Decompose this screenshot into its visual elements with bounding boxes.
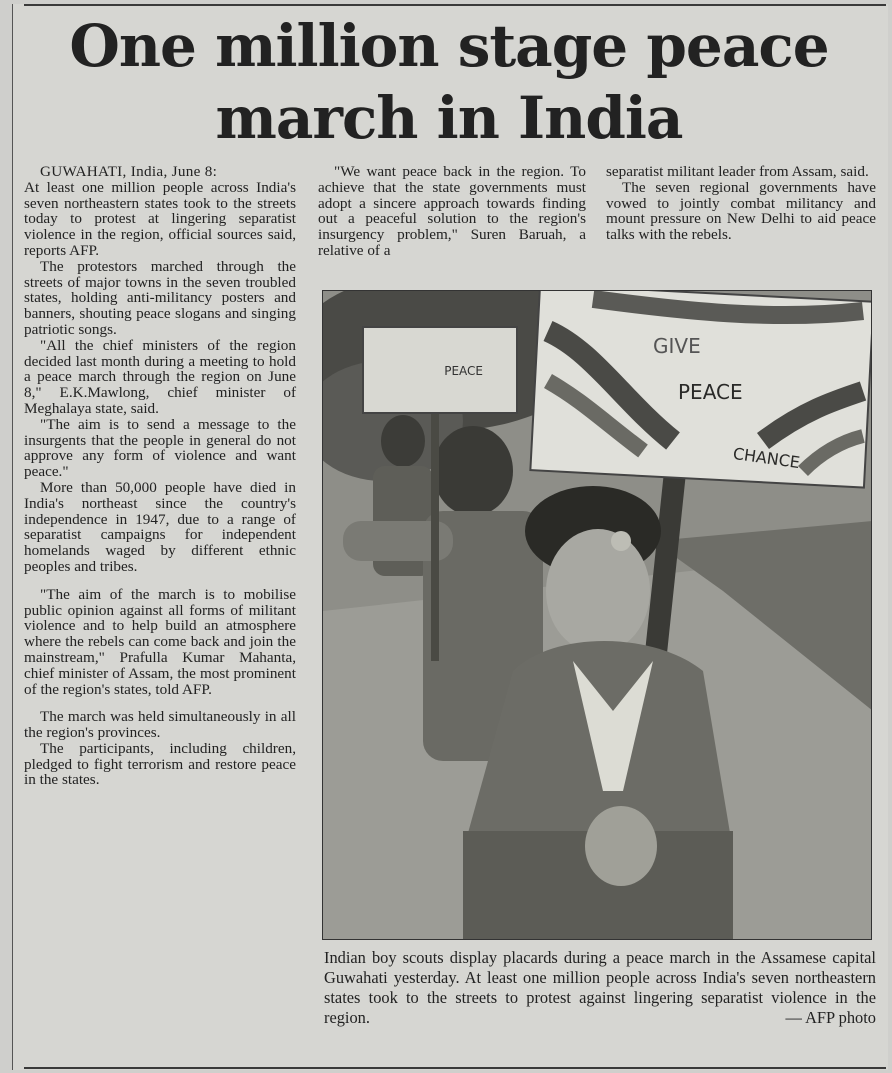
sign-2-line-1: GIVE	[653, 334, 701, 358]
caption-text: Indian boy scouts display placards during a peace march in the Assamese capital Guwahati yesterday. At least one million people across India's seven northeastern states took to the streets to protest against lingering separatist violence in the region.	[324, 948, 876, 1027]
paragraph: The protestors marched through the streets of major towns in the seven troubled states, holding anti-militancy posters and banners, shouting peace slogans and singing patriotic songs.	[24, 257, 296, 338]
paragraph: separatist militant leader from Assam, said.	[606, 163, 869, 180]
headline	[24, 10, 874, 154]
column-1	[24, 164, 296, 788]
column-2	[318, 164, 586, 259]
photo-illustration	[323, 291, 872, 940]
paragraph: "All the chief ministers of the region decided last month during a meeting to hold a peace march through the region on June 8," E.K.Mawlong, chief minister of Meghalaya state, said.	[24, 336, 296, 417]
sign-1-text: PEACE	[444, 364, 483, 378]
headline-line-2: march in India	[215, 84, 683, 152]
paragraph: The march was held simultaneously in all the region's provinces.	[24, 708, 296, 742]
headline-line-1: One million stage peace	[69, 12, 829, 80]
paragraph: The participants, including children, pledged to fight terrorism and restore peace in the states.	[24, 739, 296, 789]
paragraph: "The aim is to send a message to the insurgents that the people in general do not approve any form of violence and want peace."	[24, 415, 296, 481]
top-rule	[24, 4, 886, 6]
paragraph: "We want peace back in the region. To achieve that the state governments must adopt a sincere approach towards finding out a peaceful solution to the region's insurgency problem," Suren Baruah, a relative of a	[318, 163, 586, 259]
paragraph: "The aim of the march is to mobilise public opinion against all forms of militant violence and to help build an atmosphere where the rebels can come back and join the mainstream," Prafulla Kumar Mahanta, chief minister of Assam, the most prominent of the region's states, told AFP.	[24, 585, 296, 698]
paragraph: The seven regional governments have vowed to jointly combat militancy and mount pressure on New Delhi to aid peace talks with the rebels.	[606, 178, 876, 244]
paragraph: More than 50,000 people have died in India's northeast since the country's independence in 1947, due to a range of separatist campaigns for independent homelands waged by different ethnic peoples and tribes.	[24, 478, 296, 575]
paragraph: At least one million people across India's seven northeastern states took to the streets today to protest at lingering separatist violence in the region, official sources said, reports AFP.	[24, 178, 296, 259]
bottom-rule	[24, 1067, 886, 1069]
photo-caption	[324, 948, 876, 1028]
column-3	[606, 164, 876, 243]
sign-2-line-2: PEACE	[678, 380, 743, 404]
sign-2-line-3: CHANCE	[731, 443, 802, 473]
dateline: GUWAHATI, India, June 8:	[40, 163, 218, 180]
photo-credit: — AFP photo	[785, 1008, 876, 1027]
news-photo	[322, 290, 872, 940]
